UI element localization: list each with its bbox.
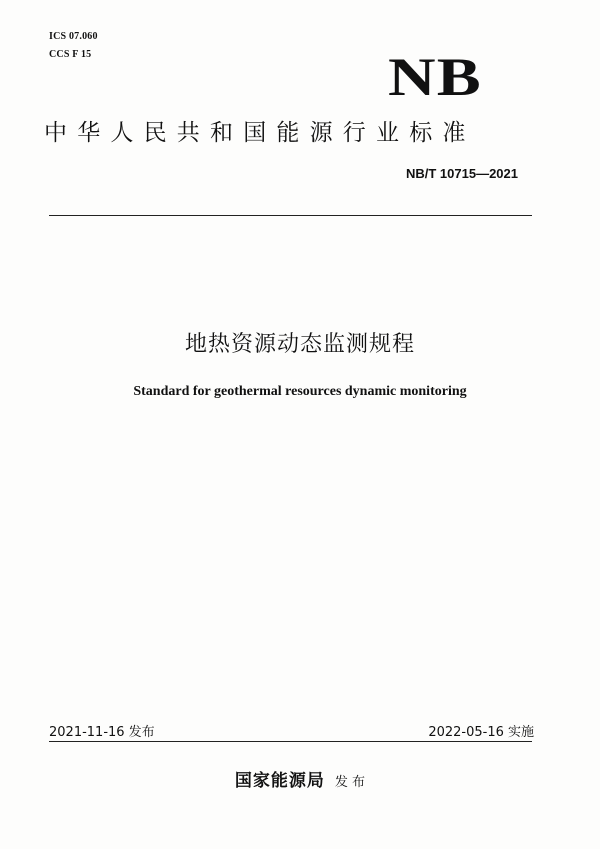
top-divider [49,215,532,216]
publisher-name: 国家能源局 [234,771,325,791]
ccs-code: CCS F 15 [49,49,92,60]
standard-type-heading: 中华人民共和国能源行业标准 [44,120,476,146]
document-title-chinese: 地热资源动态监测规程 [184,332,415,357]
publish-action: 发 布 [334,775,366,790]
nb-logo: NB [388,47,482,107]
bottom-divider [49,741,532,742]
publisher-line [0,766,600,791]
standard-number: NB/T 10715—2021 [405,166,518,181]
issue-date: 2021-11-16 发布 [49,725,155,740]
document-title-english: Standard for geothermal resources dynamic monitoring [133,384,467,399]
implementation-date: 2022-05-16 实施 [428,725,534,740]
ics-code: ICS 07.060 [49,31,98,42]
